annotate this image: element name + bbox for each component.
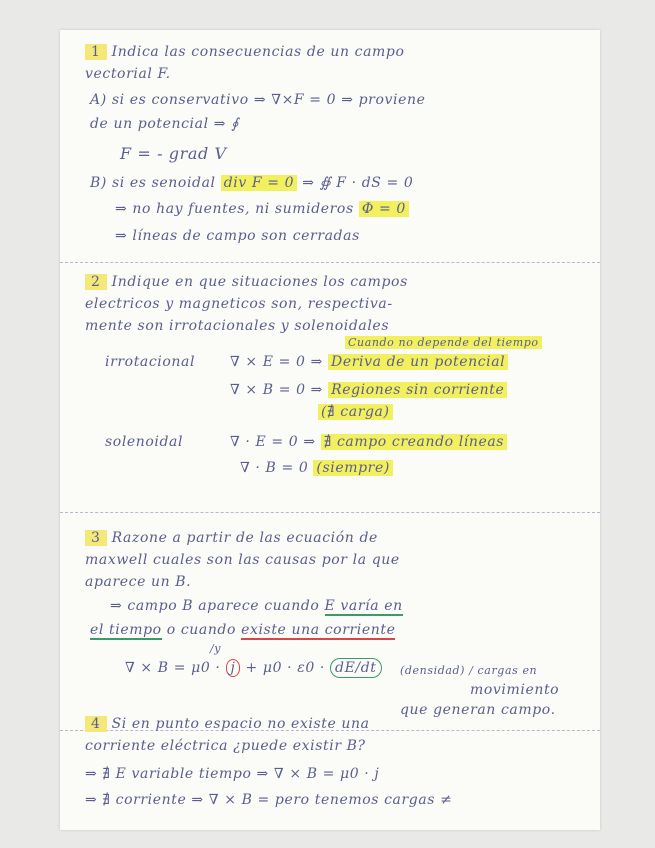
q2-sol-b-pre: ∇ · B = 0: [240, 460, 309, 476]
q3-eq-post: (densidad) / cargas en: [400, 664, 538, 677]
q2-irr-b-highlight: Regiones sin corriente: [328, 382, 507, 398]
q3-eq-line-3: que generan campo.: [400, 702, 556, 718]
q3-answer-line-2: [90, 622, 395, 638]
q3-ans-pre: ⇒ campo B aparece cuando: [110, 598, 320, 614]
q1-b-post: ⇒ ∯ F · dS = 0: [302, 175, 414, 191]
q4-answer-line-2: ⇒ ∄ corriente ⇒ ∇ × B = pero tenemos cargas ≠: [85, 792, 453, 808]
q2-title-line-3: mente son irrotacionales y solenoidales: [85, 318, 390, 334]
q3-eq-mid: + μ0 · ε0 ·: [245, 660, 325, 676]
q2-title-line-2: electricos y magneticos son, respectiva-: [85, 296, 393, 312]
q3-eq-frac: dE/dt: [330, 658, 382, 678]
q2-irr-b-pre: ∇ × B = 0 ⇒: [230, 382, 324, 398]
q3-number: 3: [85, 530, 107, 546]
q1-b-highlight: div F = 0: [221, 175, 297, 191]
q2-title-line-1: [85, 274, 408, 290]
separator-1: [60, 262, 600, 263]
q3-ans-green-2: el tiempo: [90, 622, 162, 638]
q3-answer-line-1: [110, 598, 403, 614]
q3-ans-mid: o cuando: [166, 622, 237, 638]
q2-irr-b: [230, 382, 507, 398]
q3-equation: [125, 660, 382, 676]
q2-sol-label: solenoidal: [105, 434, 184, 450]
q2-sol-e: [230, 434, 507, 450]
q4-answer-line-1: ⇒ ∄ E variable tiempo ⇒ ∇ × B = μ0 · j: [85, 766, 380, 782]
q2-title-text: Indique en que situaciones los campos: [111, 274, 408, 290]
q1-a-line-1: A) si es conservativo ⇒ ∇×F = 0 ⇒ proviene: [90, 92, 426, 108]
q2-sol-e-pre: ∇ · E = 0 ⇒: [230, 434, 316, 450]
q2-irr-e: [230, 354, 508, 370]
notebook-page: [60, 30, 600, 830]
q4-number: 4: [85, 716, 107, 732]
q4-title-line-1: [85, 716, 370, 732]
q1-title-line-2: vectorial F.: [85, 66, 171, 82]
separator-2: [60, 512, 600, 513]
q2-irr-b-note: (∄ carga): [318, 404, 393, 420]
q1-title-line-1: [85, 44, 405, 60]
q2-number: 2: [85, 274, 107, 290]
q3-eq-j: j: [226, 659, 241, 677]
q1-b2-pre: ⇒ no hay fuentes, ni sumideros: [115, 201, 354, 217]
q3-title-text: Razone a partir de las ecuación de: [111, 530, 378, 546]
q2-note: Cuando no depende del tiempo: [345, 336, 542, 349]
q3-eq-pre: ∇ × B = μ0 ·: [125, 660, 221, 676]
q1-title-text: Indica las consecuencias de un campo: [111, 44, 405, 60]
q3-title-line-1: [85, 530, 378, 546]
q2-sol-e-highlight: ∄ campo creando líneas: [321, 434, 507, 450]
q2-sol-b-highlight: (siempre): [313, 460, 393, 476]
q3-eq-line-2: movimiento: [470, 682, 560, 698]
q3-ans-y: /y: [210, 642, 222, 655]
q2-sol-b: [240, 460, 393, 476]
q3-ans-red: existe una corriente: [241, 622, 396, 638]
q2-irr-e-highlight: Deriva de un potencial: [328, 354, 508, 370]
q4-title-text: Si en punto espacio no existe una: [111, 716, 370, 732]
q3-title-line-2: maxwell cuales son las causas por la que: [85, 552, 400, 568]
q1-a-line-3: F = - grad V: [120, 144, 227, 163]
q1-a-line-2: de un potencial ⇒ ∮: [90, 116, 239, 132]
q4-title-line-2: corriente eléctrica ¿puede existir B?: [85, 738, 366, 754]
q2-irr-label: irrotacional: [105, 354, 196, 370]
q1-b-pre: B) si es senoidal: [90, 175, 216, 191]
q1-b-line-1: [90, 175, 413, 191]
q1-b2-highlight: Φ = 0: [359, 201, 409, 217]
q1-b-line-2: [115, 201, 409, 217]
q3-title-line-3: aparece un B.: [85, 574, 192, 590]
q3-ans-green-1: E varía en: [324, 598, 403, 614]
q2-irr-e-pre: ∇ × E = 0 ⇒: [230, 354, 323, 370]
q1-number: 1: [85, 44, 107, 60]
q1-b-line-3: ⇒ líneas de campo son cerradas: [115, 228, 360, 244]
